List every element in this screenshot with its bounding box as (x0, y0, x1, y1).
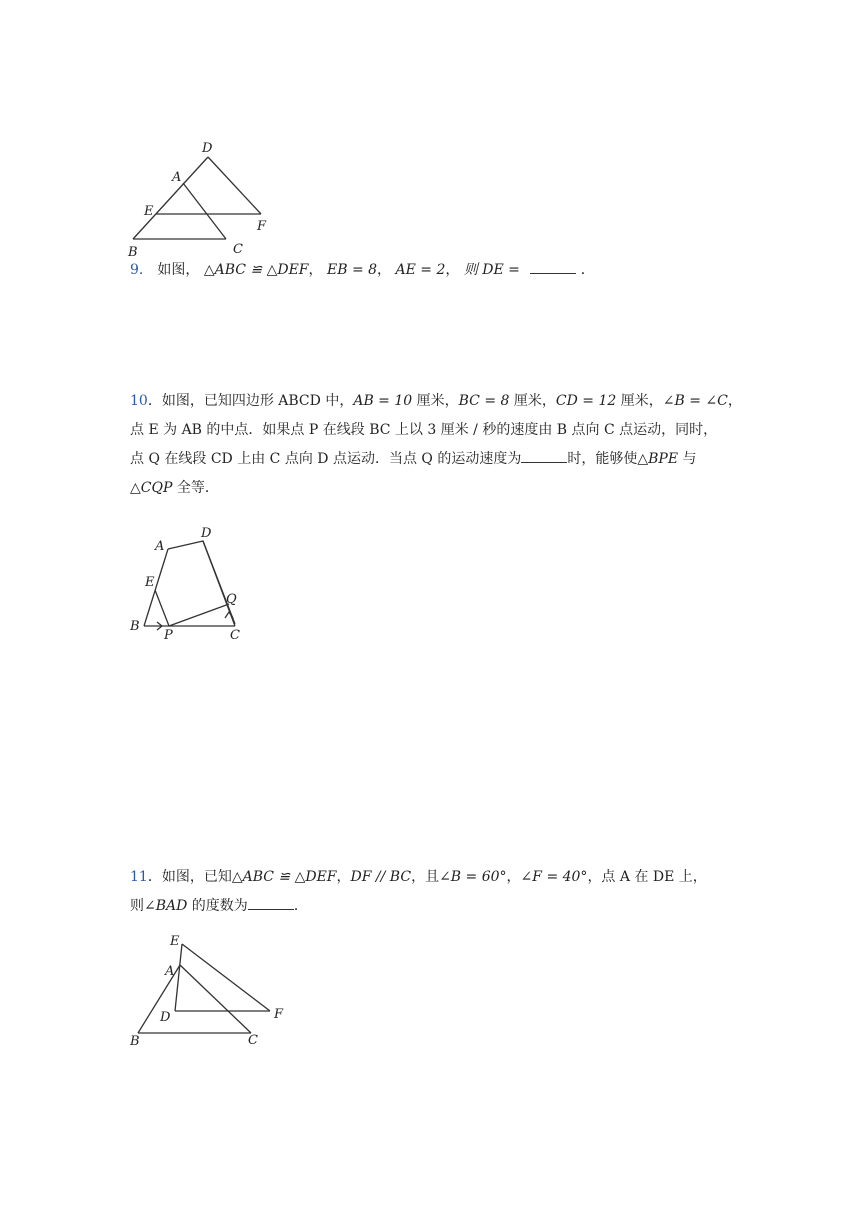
text-segment: 厘米， (412, 393, 459, 409)
label-E: E (144, 204, 154, 219)
segment-PQ (169, 604, 229, 626)
segment-EF (182, 944, 270, 1011)
label-F: F (257, 219, 267, 234)
question-number: 9． (130, 262, 153, 278)
math-congruence: △ABC ≌ △DEF (203, 262, 309, 278)
text-segment: 则 (130, 898, 144, 914)
text-segment: ，且 (411, 869, 440, 885)
question-text: 如图， (157, 262, 200, 278)
label-C: C (248, 1033, 258, 1048)
answer-blank[interactable] (248, 895, 294, 910)
label-C: C (233, 242, 243, 257)
label-A: A (165, 964, 175, 979)
question-9: 9． 如图， △ABC ≌ △DEF， EB = 8， AE = 2， 则 DE = ． (130, 256, 730, 285)
question-11 (130, 863, 730, 921)
text-segment: ．如图，已知 (147, 869, 232, 885)
label-B: B (130, 1034, 140, 1049)
answer-blank[interactable] (530, 259, 576, 274)
segment-AC (180, 965, 251, 1033)
label-C: C (230, 628, 240, 643)
math-angle-b: ∠B = 60° (439, 869, 507, 885)
math-angle-f: ∠F = 40° (520, 869, 588, 885)
math-parallel: DF // BC (350, 869, 412, 885)
figure-q11 (120, 928, 300, 1053)
math-congruence: △ABC ≌ △DEF (231, 869, 337, 885)
label-E: E (145, 575, 155, 590)
text-segment: 点 Q 在线段 CD 上由 C 点向 D 点运动．当点 Q 的运动速度为 (130, 451, 522, 467)
text-segment: ， (727, 393, 742, 409)
figure-q9 (120, 135, 280, 265)
segment-BD (133, 157, 208, 239)
text-segment: ．如图，已知四边形 ABCD 中， (147, 393, 354, 409)
text-segment: 厘米， (616, 393, 663, 409)
segment-ED (175, 944, 182, 1011)
text-segment: 的度数为 (187, 898, 248, 914)
math-cd: CD = 12 (555, 393, 617, 409)
label-B: B (128, 245, 138, 260)
label-A: A (172, 170, 182, 185)
label-A: A (155, 539, 165, 554)
quadrilateral-abcd (168, 541, 235, 624)
math-bc: BC = 8 (458, 393, 510, 409)
answer-blank[interactable] (521, 448, 567, 463)
question-end: ． (580, 262, 595, 278)
label-D: D (160, 1010, 171, 1025)
text-segment: ． (293, 898, 308, 914)
label-B: B (130, 619, 140, 634)
question-10 (130, 387, 742, 503)
math-ab: AB = 10 (353, 393, 413, 409)
question-number: 11 (130, 869, 148, 885)
math-eb: EB = 8 (326, 262, 378, 278)
math-ask: 则 DE = (463, 262, 520, 278)
label-D: D (201, 526, 212, 541)
text-segment: 全等． (172, 480, 219, 496)
math-ae: AE = 2 (395, 262, 446, 278)
label-P: P (164, 628, 173, 643)
text-segment: 厘米， (509, 393, 556, 409)
math-triangle-bpe: △BPE (637, 451, 679, 467)
text-segment: ， (336, 869, 351, 885)
text-segment: ， (506, 869, 521, 885)
question-number: 10 (130, 393, 148, 409)
math-angle-equal: ∠B = ∠C (662, 393, 728, 409)
math-triangle-cqp: △CQP (130, 480, 173, 496)
text-segment: 与 (678, 451, 697, 467)
segment-DF (208, 157, 261, 214)
label-Q: Q (226, 592, 237, 607)
text-segment: 时，能够使 (567, 451, 638, 467)
text-line: 点 E 为 AB 的中点．如果点 P 在线段 BC 上以 3 厘米 / 秒的速度由 B 点向 C 点运动，同时， (130, 422, 718, 438)
label-E: E (170, 934, 180, 949)
segment-EP (155, 590, 169, 626)
label-D: D (202, 141, 213, 156)
figure-q10 (120, 520, 260, 650)
label-F: F (274, 1007, 284, 1022)
text-segment: ，点 A 在 DE 上， (587, 869, 707, 885)
math-angle-bad: ∠BAD (144, 898, 188, 914)
segment-AC (183, 183, 226, 239)
